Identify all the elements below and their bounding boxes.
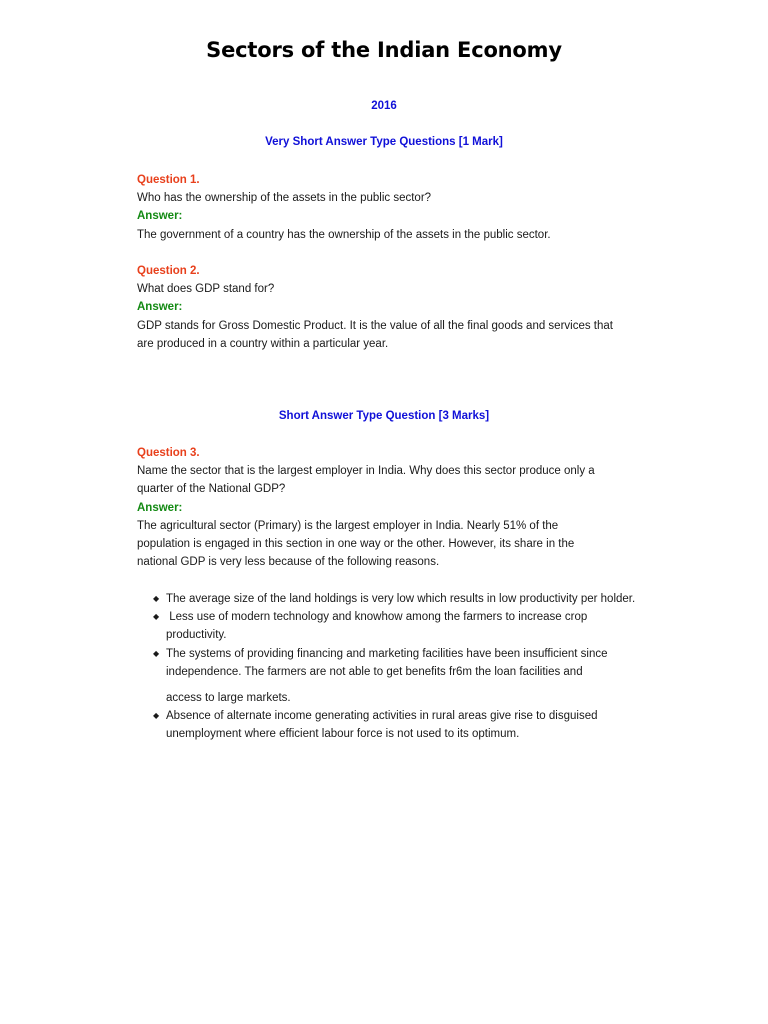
list-item <box>137 590 637 608</box>
answer-label: Answer: <box>137 501 183 514</box>
question-label: Question 3. <box>137 447 200 459</box>
reasons-list <box>137 590 637 744</box>
bullet-icon: ◆ <box>153 711 160 721</box>
question-block-3 <box>137 444 637 571</box>
list-item-continuation: access to large markets. <box>166 692 291 705</box>
year-heading: 2016 <box>371 100 397 112</box>
section-heading-very-short: Very Short Answer Type Questions [1 Mark] <box>265 136 503 148</box>
list-item <box>137 608 637 644</box>
question-text: Name the sector that is the largest employer in India. Why does this sector produce only a quarter of the National GDP? <box>137 465 595 496</box>
question-text: What does GDP stand for? <box>137 283 275 296</box>
list-item-text: Less use of modern technology and knowhow among the farmers to increase crop productivity. <box>166 611 591 642</box>
question-text: Who has the ownership of the assets in the public sector? <box>137 192 432 205</box>
answer-text: The agricultural sector (Primary) is the largest employer in India. Nearly 51% of the population is engaged in this section in one way or the other. However, its share in the national GDP is very less because of the following reasons. <box>137 519 575 569</box>
answer-text: GDP stands for Gross Domestic Product. It is the value of all the final goods and services that are produced in a country within a particular year. <box>137 319 613 350</box>
list-item-text: The systems of providing financing and marketing facilities have been insufficient since independence. The farmers are not able to get benefits fr6m the loan facilities and <box>166 647 608 678</box>
answer-label: Answer: <box>137 210 183 223</box>
bullet-icon: ◆ <box>153 594 160 603</box>
section-heading-short: Short Answer Type Question [3 Marks] <box>278 410 490 422</box>
answer-text: The government of a country has the ownership of the assets in the public sector. <box>137 228 551 241</box>
list-item-text: The average size of the land holdings is very low which results in low productivity per holder. <box>166 593 636 605</box>
page-title: Sectors of the Indian Economy <box>206 38 562 62</box>
answer-label: Answer: <box>137 301 183 314</box>
question-block-1 <box>137 171 637 244</box>
question-label: Question 2. <box>137 265 200 277</box>
list-item <box>137 707 637 743</box>
bullet-icon: ◆ <box>153 612 160 622</box>
list-item <box>137 645 637 708</box>
question-label: Question 1. <box>137 174 200 186</box>
bullet-icon: ◆ <box>153 648 160 658</box>
question-block-2 <box>137 262 637 353</box>
list-item-text: Absence of alternate income generating activities in rural areas give rise to disguised unemployment where efficient labour force is not used to its optimum. <box>166 710 598 741</box>
